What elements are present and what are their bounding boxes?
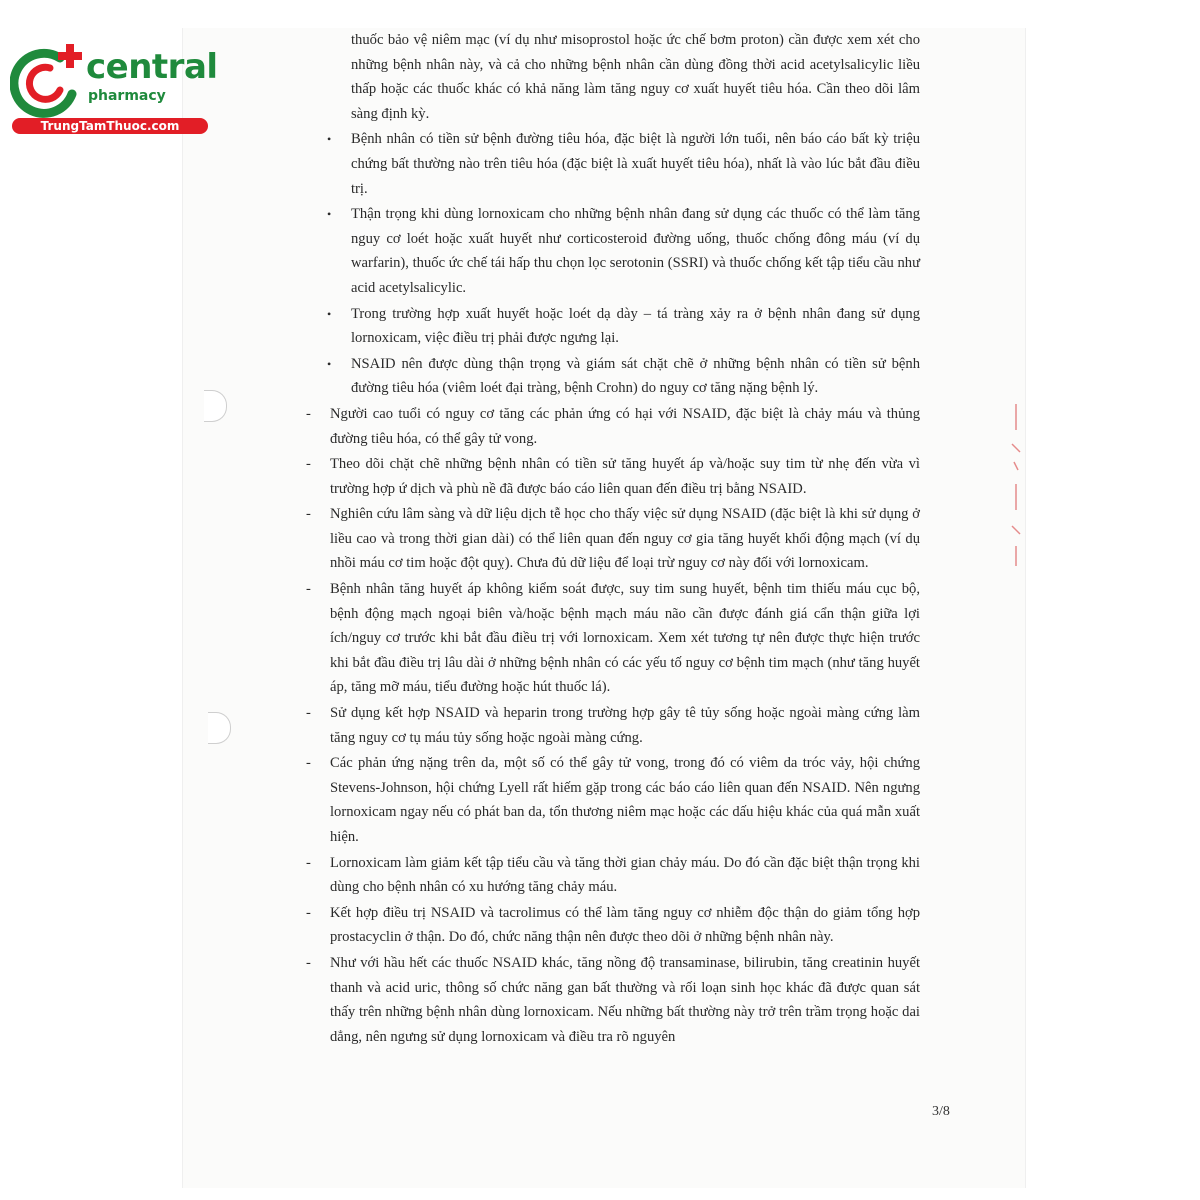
dash-text: Người cao tuổi có nguy cơ tăng các phản ứng có hại với NSAID, đặc biệt là chảy máu và thủng đường tiêu hóa, có thể gây tử vong. xyxy=(330,405,920,447)
dash-item xyxy=(300,701,920,750)
dash-text: Kết hợp điều trị NSAID và tacrolimus có thể làm tăng nguy cơ nhiễm độc thận do giảm tổng hợp prostacyclin ở thận. Do đó, chức năng thận nên được theo dõi ở những bệnh nhân này. xyxy=(330,904,920,946)
logo-emblem-icon xyxy=(10,42,96,122)
dash-text: Theo dõi chặt chẽ những bệnh nhân có tiền sử tăng huyết áp và/hoặc suy tim từ nhẹ đến vừa vì trường hợp ứ dịch và phù nề đã được báo cáo liên quan đến điều trị bằng NSAID. xyxy=(330,456,920,497)
page-number: 3/8 xyxy=(932,1104,950,1119)
dash-marker: - xyxy=(306,755,311,772)
bullet-text: Bệnh nhân có tiền sử bệnh đường tiêu hóa, đặc biệt là người lớn tuổi, nên báo cáo bất kỳ triệu chứng bất thường nào trên tiêu hóa (đặc biệt là xuất huyết tiêu hóa), nhất là vào lúc bắt đầu điều trị. xyxy=(351,131,920,197)
dash-marker: - xyxy=(306,705,311,722)
dash-item xyxy=(300,402,920,451)
stamp-scribble-icon xyxy=(1008,400,1024,570)
dash-text: Nghiên cứu lâm sàng và dữ liệu dịch tễ học cho thấy việc sử dụng NSAID (đặc biệt là khi sử dụng ở liều cao và trong thời gian dài) có thể liên quan đến nguy cơ gia tăng huyết khối động mạch (ví dụ nhồi máu cơ tim hoặc đột quỵ). Chưa đủ dữ liệu để loại trừ nguy cơ này đối với lornoxicam. xyxy=(330,506,920,572)
dash-item xyxy=(300,452,920,501)
dash-text: Sử dụng kết hợp NSAID và heparin trong trường hợp gây tê tủy sống hoặc ngoài màng cứng làm tăng nguy cơ tụ máu tủy sống hoặc ngoài màng cứng. xyxy=(330,705,920,746)
logo-website-banner: TrungTamThuoc.com xyxy=(12,118,208,134)
bullet-item xyxy=(300,302,920,351)
dash-item xyxy=(300,851,920,900)
dash-item xyxy=(300,951,920,1049)
bullet-marker: • xyxy=(327,306,332,321)
document-body xyxy=(300,28,920,1050)
bullet-item xyxy=(300,202,920,300)
dash-marker: - xyxy=(306,904,311,921)
dash-marker: - xyxy=(306,456,311,473)
dash-marker: - xyxy=(306,506,311,523)
dash-text: Các phản ứng nặng trên da, một số có thể gây tử vong, trong đó có viêm da tróc vảy, hội chứng Stevens-Johnson, hội chứng Lyell rất hiếm gặp trong các báo cáo liên quan đến NSAID. Nên ngưng lornoxicam ngay nếu có phát ban da, tổn thương niêm mạc hoặc các dấu hiệu khác của quá mẫn xuất hiện. xyxy=(330,755,920,845)
dash-text: Như với hầu hết các thuốc NSAID khác, tăng nồng độ transaminase, bilirubin, tăng creatinin huyết thanh và acid uric, thông số chức năng gan bất thường và rối loạn sinh học khác đã được quan sát thấy trên những bệnh nhân dùng lornoxicam. Nếu những bất thường này trở trên trầm trọng hoặc dai dẳng, nên ngưng sử dụng lornoxicam và điều tra rõ nguyên xyxy=(330,954,920,1045)
dash-item xyxy=(300,502,920,576)
dash-marker: - xyxy=(306,954,311,971)
dash-item xyxy=(300,901,920,950)
bullet-marker: • xyxy=(327,356,332,371)
margin-stamp-mark xyxy=(1008,400,1024,570)
dash-marker: - xyxy=(306,405,311,422)
bullet-item xyxy=(300,352,920,401)
dash-text: Bệnh nhân tăng huyết áp không kiểm soát được, suy tim sung huyết, bệnh tim thiếu máu cục bộ, bệnh động mạch ngoại biên và/hoặc bệnh mạch máu não cần được đánh giá cẩn thận giữa lợi ích/nguy cơ trước khi bắt đầu điều trị với lornoxicam. Xem xét tương tự nên được thực hiện trước khi bắt đầu điều trị lâu dài ở những bệnh nhân có các yếu tố nguy cơ bệnh tim mạch (như tăng huyết áp, tăng mỡ máu, tiểu đường hoặc hút thuốc lá). xyxy=(330,581,920,696)
dash-item xyxy=(300,577,920,700)
bullet-marker: • xyxy=(327,132,332,147)
bullet-marker: • xyxy=(327,207,332,222)
bullet-item xyxy=(300,127,920,201)
dash-marker: - xyxy=(306,581,311,598)
dash-item xyxy=(300,751,920,849)
bullet-text: NSAID nên được dùng thận trọng và giám sát chặt chẽ ở những bệnh nhân có tiền sử bệnh đường tiêu hóa (viêm loét đại tràng, bệnh Crohn) do nguy cơ tăng nặng bệnh lý. xyxy=(351,355,920,397)
bullet-text: Trong trường hợp xuất huyết hoặc loét dạ dày – tá tràng xảy ra ở bệnh nhân đang sử dụng lornoxicam, việc điều trị phải được ngưng lại. xyxy=(351,305,920,347)
bullet-text: Thận trọng khi dùng lornoxicam cho những bệnh nhân đang sử dụng các thuốc có thể làm tăng nguy cơ loét hoặc xuất huyết như corticosteroid đường uống, thuốc chống đông máu (ví dụ warfarin), thuốc ức chế tái hấp thu chọn lọc serotonin (SSRI) và thuốc chống kết tập tiểu cầu như acid acetylsalicylic. xyxy=(351,206,920,296)
dash-marker: - xyxy=(306,854,311,871)
dash-text: Lornoxicam làm giảm kết tập tiểu cầu và tăng thời gian chảy máu. Do đó cần đặc biệt thận trọng khi dùng cho bệnh nhân có xu hướng tăng chảy máu. xyxy=(330,854,920,896)
logo-subtitle: pharmacy xyxy=(88,88,166,104)
logo-wordmark: central xyxy=(86,47,218,87)
intro-paragraph: thuốc bảo vệ niêm mạc (ví dụ như misoprostol hoặc ức chế bơm proton) cần được xem xét cho những bệnh nhân này, và cả cho những bệnh nhân cần dùng đồng thời acid acetylsalicylic liều thấp hoặc các thuốc khác có khả năng làm tăng nguy cơ xuất huyết tiêu hóa. Cần theo dõi lâm sàng định kỳ. xyxy=(351,32,920,122)
